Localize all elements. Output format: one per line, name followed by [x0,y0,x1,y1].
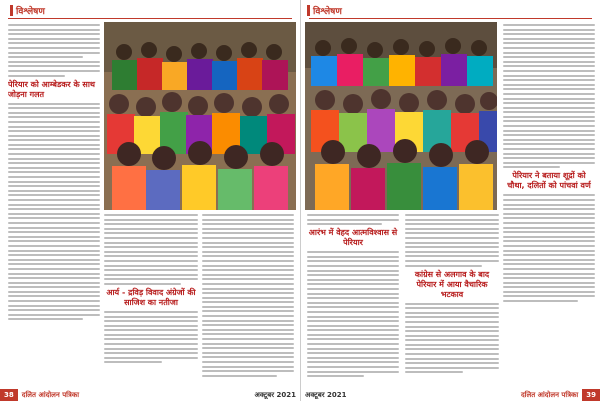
issue-date: अक्टूबर 2021 [305,390,347,399]
crowd-photo-right [305,22,497,210]
page-footer [0,389,300,401]
issue-date: अक्टूबर 2021 [254,390,296,399]
article-subheading: आर्य - द्रविड़ विवाद अंग्रेजों की साजिश का नतीजा [106,287,196,307]
article-subheading: आरंभ में वेहद आत्मविश्वास से पेरियार [308,228,398,248]
text-column-2 [104,214,198,382]
section-header [10,2,45,18]
section-header [307,2,342,18]
text-column-6 [405,214,499,384]
magazine-name: दलित आंदोलन पत्रिका [21,390,80,399]
page-number: 39 [582,389,600,401]
article-subheading: कांग्रेस से अलगाव के बाद पेरियार में आया वैचारिक भटकाव [414,269,490,299]
section-title: विश्लेषण [313,6,342,17]
text-column-1 [8,24,100,384]
header-rule [8,18,292,19]
right-page [300,0,600,401]
crowd-photo-illustration [305,22,497,210]
magazine-name: दलित आंदोलन पत्रिका [520,390,579,399]
text-column-3 [202,214,294,382]
text-column-4 [503,24,595,384]
header-accent-bar [307,5,310,16]
text-column-5 [307,214,399,384]
header-accent-bar [10,5,13,16]
article-heading: पेरियार को आम्बेडकर के साथ जोड़ना गलत [8,79,96,99]
crowd-photo-illustration [104,22,296,210]
crowd-photo-left [104,22,296,210]
header-rule [309,18,592,19]
page-number: 38 [0,389,18,401]
page-footer [301,389,600,401]
section-title: विश्लेषण [16,6,45,17]
article-subheading: पेरियार ने बताया शूद्रों को चौथा, दलितों को पांचवां वर्ण [507,171,591,191]
